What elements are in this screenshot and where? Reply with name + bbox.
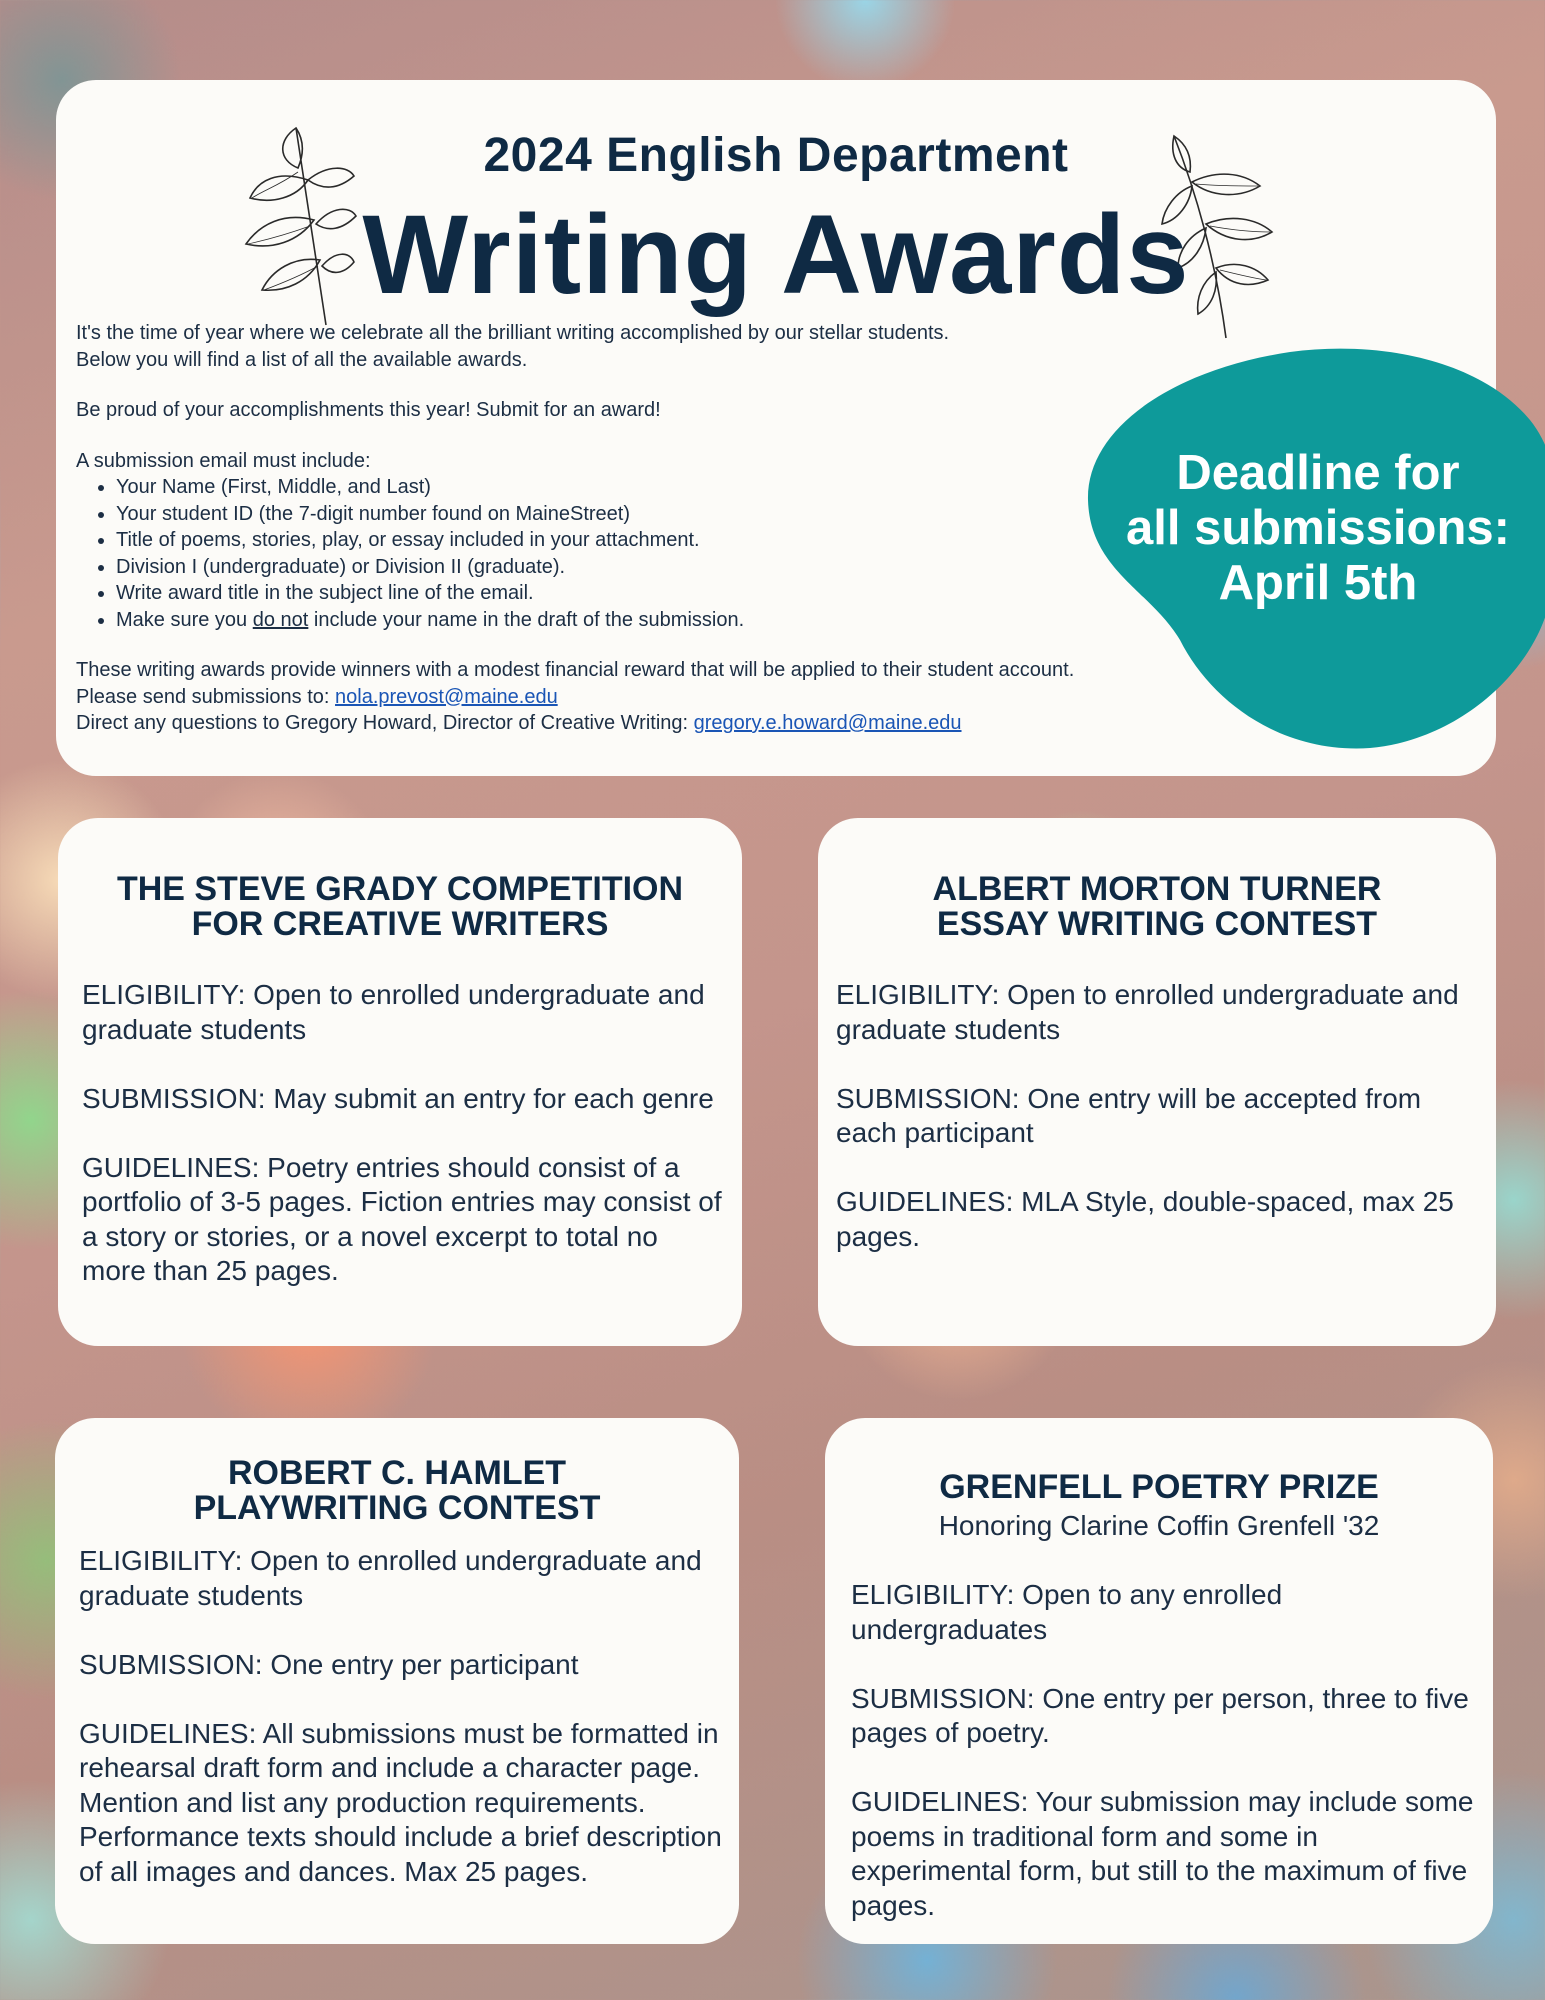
send-label: Please send submissions to: [76,685,336,708]
contest-title-line: ROBERT C. HAMLET [227,1454,567,1492]
deadline-date: April 5th [1218,556,1418,610]
eligibility-text: ELIGIBILITY: Open to enrolled undergraduate and graduate students [836,979,1459,1045]
deadline-line: all submissions: [1126,501,1510,555]
contest-title [818,872,1496,942]
intro-section [76,320,1176,737]
requirement-item: • Division I (undergraduate) or Division II (graduate). [116,554,1176,581]
submission-email-link[interactable]: nola.prevost@maine.edu [335,685,558,708]
contest-details [851,1578,1481,1923]
requirement-item: • Title of poems, stories, play, or essay included in your attachment. [116,527,1176,554]
questions-line [76,710,1176,737]
contest-card-turner [818,818,1496,1346]
contest-title: GRENFELL POETRY PRIZE [939,1468,1379,1506]
contest-subtitle: Honoring Clarine Coffin Grenfell '32 [938,1510,1380,1541]
encouragement-text: Be proud of your accomplishments this year! Submit for an award! [76,399,661,421]
requirement-item: • Write award title in the subject line of the email. [116,580,1176,607]
requirement-item: • Your student ID (the 7-digit number found on MaineStreet) [116,501,1176,528]
submission-text: SUBMISSION: One entry per participant [79,1648,579,1680]
eligibility-text: ELIGIBILITY: Open to enrolled undergraduate and graduate students [79,1545,702,1611]
questions-label: Direct any questions to Gregory Howard, Director of Creative Writing: [76,712,694,734]
page-title: Writing Awards [362,192,1190,317]
requirement-emphasis: do not [252,608,309,631]
contest-title [58,872,742,942]
reward-note: These writing awards provide winners with a modest financial reward that will be applied to their student account. [76,659,1075,681]
eligibility-text: ELIGIBILITY: Open to any enrolled undergraduates [851,1579,1283,1645]
guidelines-text: GUIDELINES: Poetry entries should consist of a portfolio of 3-5 pages. Fiction entries may consist of a story or stories, or a novel excerpt to total no more than 25 pages. [82,1151,722,1286]
contest-title [55,1456,739,1526]
submission-text: SUBMISSION: May submit an entry for each genre [82,1082,714,1114]
submission-text: SUBMISSION: One entry per person, three to five pages of poetry. [851,1682,1469,1748]
intro-line: Below you will find a list of all the available awards. [76,348,528,371]
contest-title-line: THE STEVE GRADY COMPETITION [116,870,684,908]
requirement-text: Make sure you [116,608,253,631]
contest-details [82,978,722,1289]
guidelines-text: GUIDELINES: MLA Style, double-spaced, max 25 pages. [836,1186,1454,1252]
requirement-item: • Your Name (First, Middle, and Last) [116,474,1176,501]
department-title: 2024 English Department [483,129,1069,182]
contest-title-line: FOR CREATIVE WRITERS [191,905,609,943]
requirement-item [116,607,1176,634]
deadline-text [1098,446,1538,611]
contest-card-grady [58,818,742,1346]
contest-title-line: ESSAY WRITING CONTEST [936,905,1378,943]
requirement-text: include your name in the draft of the submission. [308,608,745,631]
contest-title-line: PLAYWRITING CONTEST [193,1489,601,1527]
contest-details [836,978,1481,1254]
requirements-heading: A submission email must include: [76,449,371,472]
requirements-list [76,474,1176,633]
guidelines-text: GUIDELINES: Your submission may include some poems in traditional form and some in experimental form, but still to the maximum of five pages. [851,1786,1474,1921]
contest-card-hamlet [55,1418,739,1944]
questions-email-link[interactable]: gregory.e.howard@maine.edu [693,712,962,734]
contest-details [79,1544,729,1889]
guidelines-text: GUIDELINES: All submissions must be formatted in rehearsal draft form and include a character page. Mention and list any production requirements. Performance texts should include a brief description of all images and dances. Max 25 pages. [79,1717,722,1887]
submission-text: SUBMISSION: One entry will be accepted from each participant [836,1082,1422,1148]
eligibility-text: ELIGIBILITY: Open to enrolled undergraduate and graduate students [82,979,705,1045]
intro-line: It's the time of year where we celebrate all the brilliant writing accomplished by our stellar students. [76,322,950,344]
contest-title-line: ALBERT MORTON TURNER [932,870,1382,908]
deadline-line: Deadline for [1176,446,1460,500]
contest-card-grenfell [825,1418,1493,1944]
send-line [76,684,1176,711]
